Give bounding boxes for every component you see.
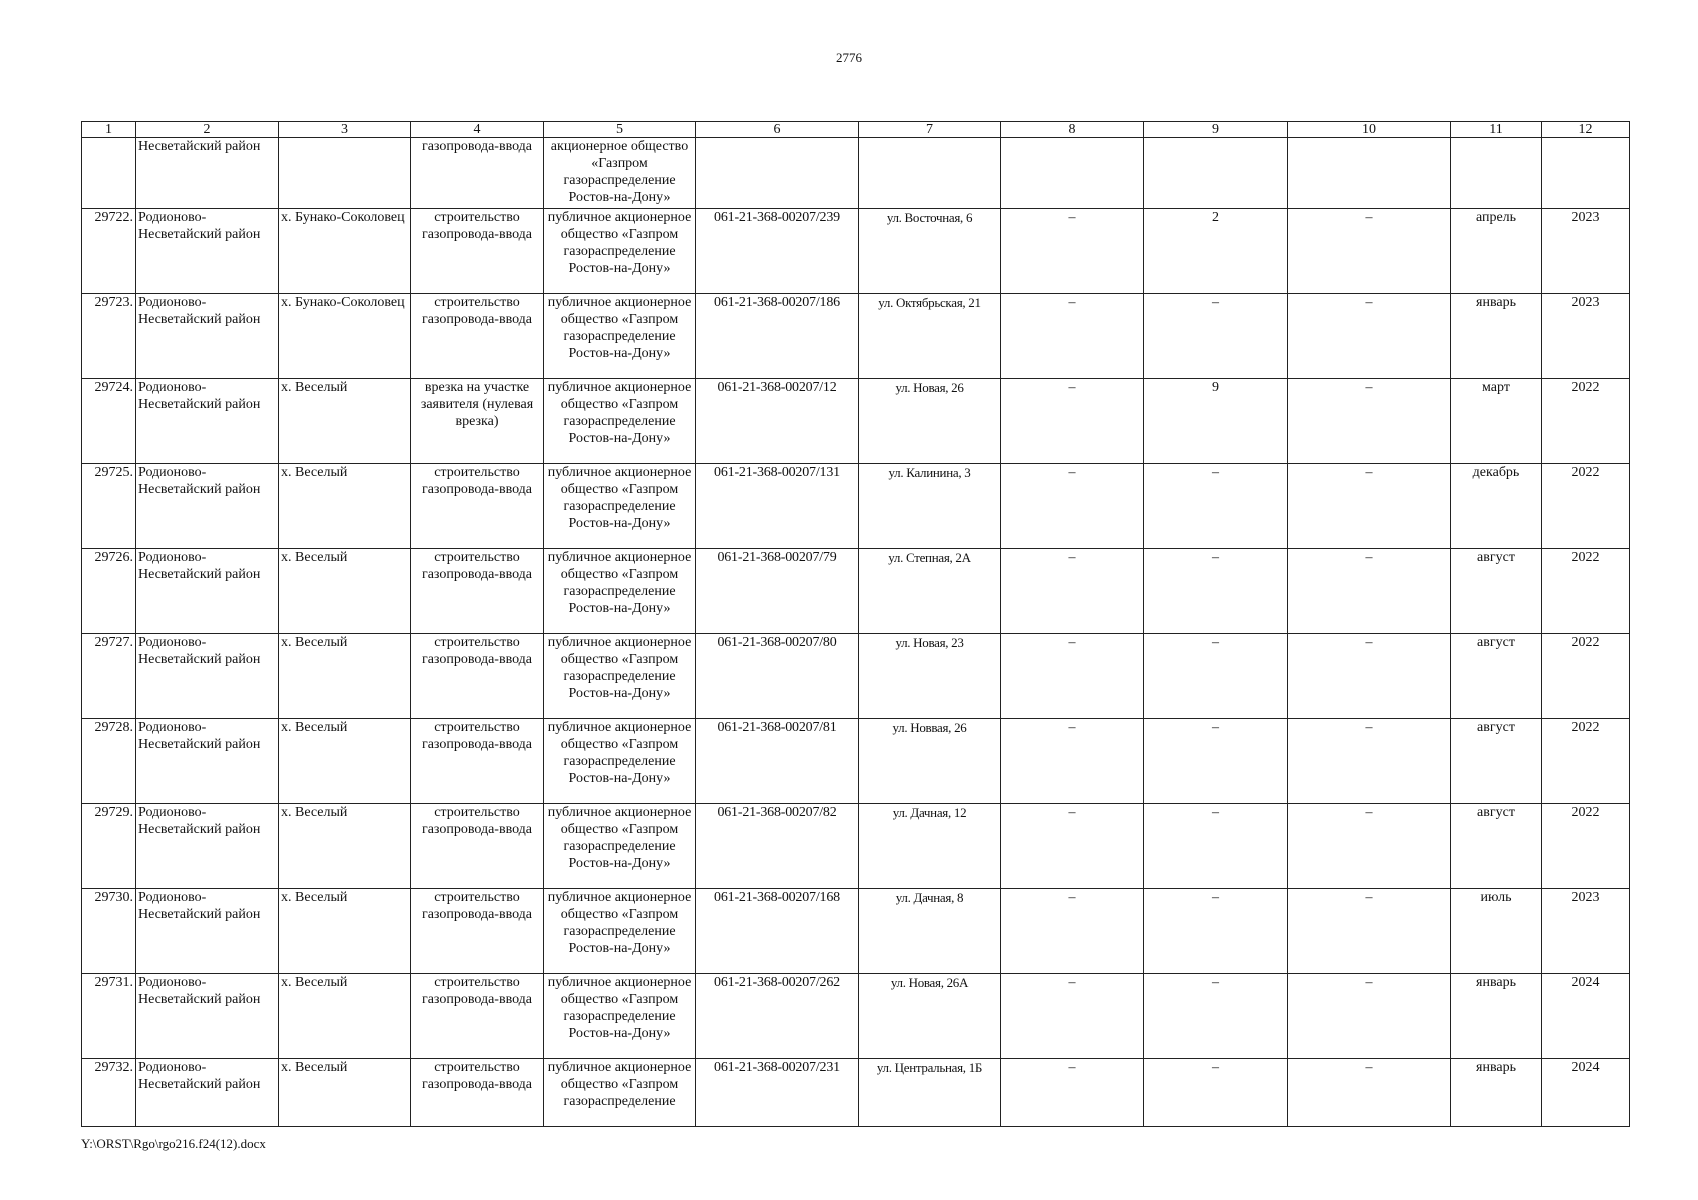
cell-col-9-value: – xyxy=(1144,804,1288,889)
cell-col-8-value: – xyxy=(1001,464,1144,549)
cell-organization: публичное акционерное общество «Газпром газораспределение Ростов-на-Дону» xyxy=(544,804,696,889)
table-row xyxy=(82,549,1630,634)
cell-year: 2022 xyxy=(1542,464,1630,549)
cell-year: 2023 xyxy=(1542,294,1630,379)
cell-settlement: х. Бунако-Соколовец xyxy=(279,294,411,379)
table-row xyxy=(82,294,1630,379)
cell-settlement: х. Веселый xyxy=(279,464,411,549)
cell-district: Родионово-Несветайский район xyxy=(136,1059,279,1127)
cell-month: август xyxy=(1451,719,1542,804)
cell-col-10-value: – xyxy=(1288,974,1451,1059)
cell-work-type: строительство газопровода-ввода xyxy=(411,464,544,549)
column-number-10: 10 xyxy=(1288,122,1451,138)
cell-address: ул. Новая, 23 xyxy=(859,634,1001,719)
cell-work-type: строительство газопровода-ввода xyxy=(411,804,544,889)
cell-row-number: 29722. xyxy=(82,209,136,294)
cell-col-9-value: – xyxy=(1144,974,1288,1059)
cell-district: Родионово-Несветайский район xyxy=(136,294,279,379)
cell-work-type: строительство газопровода-ввода xyxy=(411,294,544,379)
cell-district: Родионово-Несветайский район xyxy=(136,804,279,889)
cell-row-number: 29729. xyxy=(82,804,136,889)
column-number-5: 5 xyxy=(544,122,696,138)
cell-col-9-value: – xyxy=(1144,294,1288,379)
cell-col-10-value: – xyxy=(1288,1059,1451,1127)
cell-district: Родионово-Несветайский район xyxy=(136,634,279,719)
cell-application-number: 061-21-368-00207/80 xyxy=(696,634,859,719)
cell-month: январь xyxy=(1451,294,1542,379)
cell-work-type: строительство газопровода-ввода xyxy=(411,889,544,974)
cell-address: ул. Новвая, 26 xyxy=(859,719,1001,804)
cell-work-type: строительство газопровода-ввода xyxy=(411,209,544,294)
cell-col-8-value: – xyxy=(1001,889,1144,974)
cell-row-number: 29726. xyxy=(82,549,136,634)
cell-work-type: газопровода-ввода xyxy=(411,138,544,209)
column-number-2: 2 xyxy=(136,122,279,138)
cell-col-10-value: – xyxy=(1288,634,1451,719)
cell-settlement: х. Веселый xyxy=(279,974,411,1059)
register-table xyxy=(81,121,1630,1127)
page-number: 2776 xyxy=(836,50,862,65)
cell-month: август xyxy=(1451,804,1542,889)
cell-month: декабрь xyxy=(1451,464,1542,549)
cell-col-10-value: – xyxy=(1288,209,1451,294)
cell-col-8-value: – xyxy=(1001,804,1144,889)
cell-application-number: 061-21-368-00207/81 xyxy=(696,719,859,804)
cell-district: Родионово-Несветайский район xyxy=(136,889,279,974)
cell-year: 2022 xyxy=(1542,634,1630,719)
cell-row-number: 29727. xyxy=(82,634,136,719)
cell-address: ул. Новая, 26А xyxy=(859,974,1001,1059)
cell-settlement: х. Веселый xyxy=(279,804,411,889)
cell-organization: публичное акционерное общество «Газпром газораспределение xyxy=(544,1059,696,1127)
cell-month: август xyxy=(1451,634,1542,719)
cell-application-number: 061-21-368-00207/79 xyxy=(696,549,859,634)
cell-col-9-value: – xyxy=(1144,549,1288,634)
cell-district: Родионово-Несветайский район xyxy=(136,379,279,464)
cell-col-9-value: – xyxy=(1144,1059,1288,1127)
cell-organization: публичное акционерное общество «Газпром газораспределение Ростов-на-Дону» xyxy=(544,294,696,379)
table-row xyxy=(82,464,1630,549)
cell-month: март xyxy=(1451,379,1542,464)
cell-settlement: х. Бунако-Соколовец xyxy=(279,209,411,294)
cell-district: Родионово-Несветайский район xyxy=(136,719,279,804)
cell-month xyxy=(1451,138,1542,209)
cell-application-number: 061-21-368-00207/131 xyxy=(696,464,859,549)
cell-col-8-value: – xyxy=(1001,549,1144,634)
cell-work-type: строительство газопровода-ввода xyxy=(411,719,544,804)
cell-application-number: 061-21-368-00207/262 xyxy=(696,974,859,1059)
cell-row-number xyxy=(82,138,136,209)
cell-col-9-value: – xyxy=(1144,889,1288,974)
cell-month: апрель xyxy=(1451,209,1542,294)
table-row xyxy=(82,719,1630,804)
table-row xyxy=(82,1059,1630,1127)
cell-row-number: 29724. xyxy=(82,379,136,464)
cell-col-8-value: – xyxy=(1001,974,1144,1059)
cell-application-number: 061-21-368-00207/186 xyxy=(696,294,859,379)
cell-address: ул. Дачная, 12 xyxy=(859,804,1001,889)
cell-col-8-value: – xyxy=(1001,634,1144,719)
cell-year: 2023 xyxy=(1542,889,1630,974)
cell-row-number: 29728. xyxy=(82,719,136,804)
cell-col-9-value: – xyxy=(1144,719,1288,804)
cell-settlement: х. Веселый xyxy=(279,889,411,974)
table-row xyxy=(82,804,1630,889)
cell-organization: акционерное общество «Газпром газораспределение Ростов-на-Дону» xyxy=(544,138,696,209)
cell-organization: публичное акционерное общество «Газпром газораспределение Ростов-на-Дону» xyxy=(544,634,696,719)
cell-organization: публичное акционерное общество «Газпром газораспределение Ростов-на-Дону» xyxy=(544,719,696,804)
cell-col-8-value: – xyxy=(1001,379,1144,464)
cell-row-number: 29731. xyxy=(82,974,136,1059)
cell-organization: публичное акционерное общество «Газпром газораспределение Ростов-на-Дону» xyxy=(544,464,696,549)
cell-organization: публичное акционерное общество «Газпром газораспределение Ростов-на-Дону» xyxy=(544,379,696,464)
cell-settlement: х. Веселый xyxy=(279,549,411,634)
cell-col-9-value: – xyxy=(1144,634,1288,719)
cell-col-8-value: – xyxy=(1001,1059,1144,1127)
cell-col-10-value: – xyxy=(1288,889,1451,974)
cell-year: 2024 xyxy=(1542,1059,1630,1127)
column-number-8: 8 xyxy=(1001,122,1144,138)
cell-organization: публичное акционерное общество «Газпром газораспределение Ростов-на-Дону» xyxy=(544,209,696,294)
cell-application-number: 061-21-368-00207/231 xyxy=(696,1059,859,1127)
cell-year: 2024 xyxy=(1542,974,1630,1059)
cell-settlement xyxy=(279,138,411,209)
cell-district: Родионово-Несветайский район xyxy=(136,974,279,1059)
cell-col-8-value: – xyxy=(1001,294,1144,379)
cell-col-10-value: – xyxy=(1288,804,1451,889)
cell-year: 2023 xyxy=(1542,209,1630,294)
column-number-11: 11 xyxy=(1451,122,1542,138)
cell-district: Родионово-Несветайский район xyxy=(136,209,279,294)
cell-address: ул. Новая, 26 xyxy=(859,379,1001,464)
cell-year: 2022 xyxy=(1542,719,1630,804)
cell-col-10-value: – xyxy=(1288,294,1451,379)
cell-address xyxy=(859,138,1001,209)
cell-year: 2022 xyxy=(1542,379,1630,464)
cell-address: ул. Октябрьская, 21 xyxy=(859,294,1001,379)
cell-col-9-value: 9 xyxy=(1144,379,1288,464)
cell-district: Родионово-Несветайский район xyxy=(136,549,279,634)
cell-col-9-value: – xyxy=(1144,464,1288,549)
cell-work-type: строительство газопровода-ввода xyxy=(411,634,544,719)
cell-address: ул. Калинина, 3 xyxy=(859,464,1001,549)
cell-row-number: 29725. xyxy=(82,464,136,549)
cell-address: ул. Степная, 2А xyxy=(859,549,1001,634)
cell-col-8-value: – xyxy=(1001,719,1144,804)
column-number-3: 3 xyxy=(279,122,411,138)
cell-address: ул. Восточная, 6 xyxy=(859,209,1001,294)
cell-organization: публичное акционерное общество «Газпром газораспределение Ростов-на-Дону» xyxy=(544,889,696,974)
cell-work-type: врезка на участке заявителя (нулевая врезка) xyxy=(411,379,544,464)
cell-col-9-value: 2 xyxy=(1144,209,1288,294)
cell-year: 2022 xyxy=(1542,549,1630,634)
cell-month: январь xyxy=(1451,1059,1542,1127)
cell-application-number: 061-21-368-00207/168 xyxy=(696,889,859,974)
cell-application-number: 061-21-368-00207/239 xyxy=(696,209,859,294)
cell-row-number: 29730. xyxy=(82,889,136,974)
cell-year: 2022 xyxy=(1542,804,1630,889)
cell-row-number: 29732. xyxy=(82,1059,136,1127)
table-row xyxy=(82,379,1630,464)
column-number-9: 9 xyxy=(1144,122,1288,138)
column-number-4: 4 xyxy=(411,122,544,138)
column-number-1: 1 xyxy=(82,122,136,138)
cell-col-10-value xyxy=(1288,138,1451,209)
cell-month: июль xyxy=(1451,889,1542,974)
cell-address: ул. Центральная, 1Б xyxy=(859,1059,1001,1127)
cell-year xyxy=(1542,138,1630,209)
file-path-footer: Y:\ORST\Rgo\rgo216.f24(12).docx xyxy=(81,1136,266,1151)
cell-settlement: х. Веселый xyxy=(279,1059,411,1127)
cell-application-number: 061-21-368-00207/82 xyxy=(696,804,859,889)
cell-col-8-value xyxy=(1001,138,1144,209)
cell-col-10-value: – xyxy=(1288,549,1451,634)
table-row xyxy=(82,209,1630,294)
cell-settlement: х. Веселый xyxy=(279,634,411,719)
cell-col-9-value xyxy=(1144,138,1288,209)
cell-work-type: строительство газопровода-ввода xyxy=(411,549,544,634)
cell-application-number xyxy=(696,138,859,209)
cell-row-number: 29723. xyxy=(82,294,136,379)
column-number-7: 7 xyxy=(859,122,1001,138)
cell-address: ул. Дачная, 8 xyxy=(859,889,1001,974)
cell-work-type: строительство газопровода-ввода xyxy=(411,1059,544,1127)
cell-organization: публичное акционерное общество «Газпром газораспределение Ростов-на-Дону» xyxy=(544,974,696,1059)
cell-month: август xyxy=(1451,549,1542,634)
cell-application-number: 061-21-368-00207/12 xyxy=(696,379,859,464)
cell-organization: публичное акционерное общество «Газпром газораспределение Ростов-на-Дону» xyxy=(544,549,696,634)
column-number-row xyxy=(82,122,1630,138)
table-row xyxy=(82,889,1630,974)
column-number-12: 12 xyxy=(1542,122,1630,138)
cell-work-type: строительство газопровода-ввода xyxy=(411,974,544,1059)
cell-col-8-value: – xyxy=(1001,209,1144,294)
table-row xyxy=(82,974,1630,1059)
table-row xyxy=(82,634,1630,719)
cell-month: январь xyxy=(1451,974,1542,1059)
table-row-continued xyxy=(82,138,1630,209)
cell-settlement: х. Веселый xyxy=(279,719,411,804)
cell-col-10-value: – xyxy=(1288,719,1451,804)
cell-settlement: х. Веселый xyxy=(279,379,411,464)
cell-district: Родионово-Несветайский район xyxy=(136,464,279,549)
cell-district: Несветайский район xyxy=(136,138,279,209)
column-number-6: 6 xyxy=(696,122,859,138)
cell-col-10-value: – xyxy=(1288,379,1451,464)
cell-col-10-value: – xyxy=(1288,464,1451,549)
